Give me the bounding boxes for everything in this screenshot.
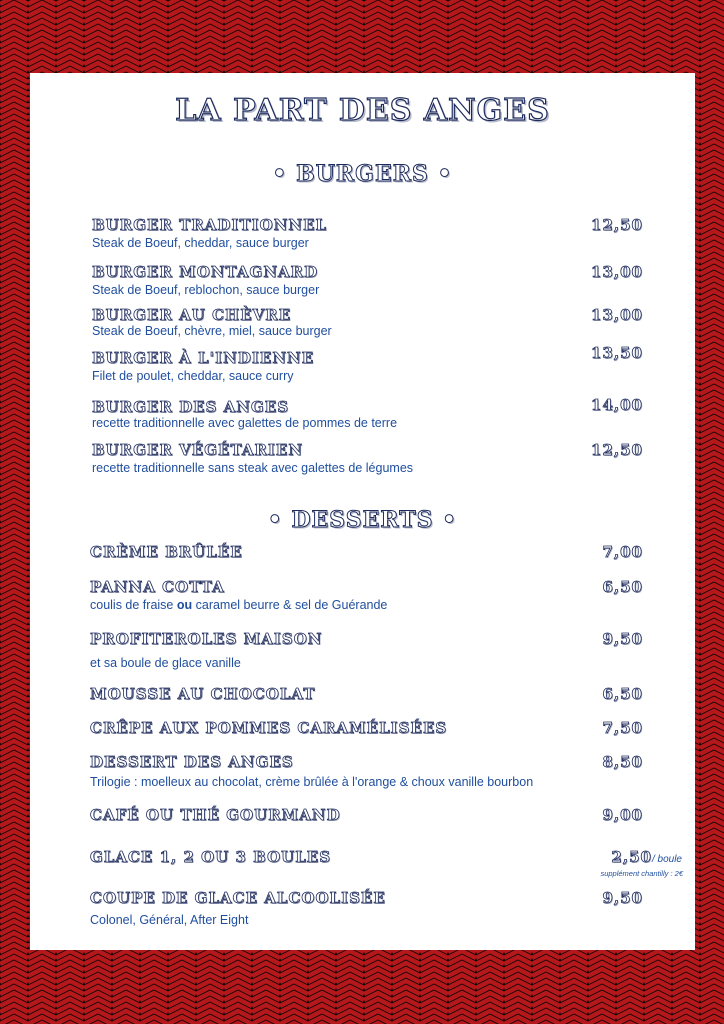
item-name: BURGER AU CHÈVRE	[92, 306, 292, 324]
item-price: 7,50	[602, 719, 643, 737]
item-description: et sa boule de glace vanille	[90, 656, 241, 670]
menu-item-coupe-glace-alcoolisee	[30, 889, 695, 929]
item-price: 7,00	[602, 543, 643, 561]
item-name: MOUSSE AU CHOCOLAT	[90, 685, 316, 703]
item-price: 2,50/ boule	[611, 848, 682, 866]
menu-item-burger-traditionnel	[30, 216, 695, 256]
item-description: Colonel, Général, After Eight	[90, 913, 249, 927]
item-description: Steak de Boeuf, chèvre, miel, sauce burger	[92, 324, 332, 338]
menu-item-burger-des-anges	[30, 396, 695, 436]
menu-item-dessert-des-anges	[30, 753, 695, 793]
item-name: PANNA COTTA	[90, 578, 225, 596]
item-name: CRÈME BRÛLÉE	[90, 543, 243, 561]
item-description: coulis de fraise ou caramel beurre & sel de Guérande	[90, 598, 388, 612]
item-name: GLACE 1, 2 OU 3 BOULES	[90, 848, 332, 866]
item-name: BURGER À L'INDIENNE	[92, 349, 315, 367]
item-description: Steak de Boeuf, cheddar, sauce burger	[92, 236, 309, 250]
item-name: PROFITEROLES MAISON	[90, 630, 323, 648]
item-description: Steak de Boeuf, reblochon, sauce burger	[92, 283, 320, 297]
item-price: 14,00	[591, 396, 643, 414]
menu-card	[30, 73, 695, 950]
item-price: 9,50	[602, 889, 643, 907]
item-name: COUPE DE GLACE ALCOOLISÉE	[90, 889, 386, 907]
item-price: 13,00	[591, 263, 643, 281]
item-price: 12,50	[591, 441, 643, 459]
section-heading-desserts: • DESSERTS •	[267, 507, 458, 533]
item-price: 8,50	[602, 753, 643, 771]
menu-item-profiteroles	[30, 630, 695, 670]
item-supplement-note: supplément chantilly : 2€	[600, 869, 683, 878]
item-name: DESSERT DES ANGES	[90, 753, 294, 771]
item-name: BURGER TRADITIONNEL	[92, 216, 328, 234]
item-price: 12,50	[591, 216, 643, 234]
item-name: BURGER DES ANGES	[92, 398, 290, 416]
item-price: 6,50	[602, 578, 643, 596]
menu-item-burger-montagnard	[30, 263, 695, 303]
item-description: recette traditionnelle sans steak avec galettes de légumes	[92, 461, 414, 475]
item-price-unit: / boule	[651, 854, 682, 865]
menu-item-burger-indienne	[30, 344, 695, 388]
item-description: Filet de poulet, cheddar, sauce curry	[92, 369, 294, 383]
menu-item-burger-au-chevre	[30, 306, 695, 346]
item-price: 9,50	[602, 630, 643, 648]
section-heading-burgers: • BURGERS •	[272, 161, 453, 187]
menu-item-glace-boules	[30, 848, 695, 888]
item-name: BURGER VÉGÉTARIEN	[92, 441, 304, 459]
menu-title: LA PART DES ANGES	[175, 93, 550, 128]
item-description: Trilogie : moelleux au chocolat, crème brûlée à l'orange & choux vanille bourbon	[90, 775, 534, 789]
item-price: 13,50	[591, 344, 643, 362]
item-price: 13,00	[591, 306, 643, 324]
menu-item-burger-vegetarien	[30, 441, 695, 481]
item-name: BURGER MONTAGNARD	[92, 263, 319, 281]
menu-item-cafe-the-gourmand	[30, 806, 695, 846]
item-price: 6,50	[602, 685, 643, 703]
item-name: CAFÉ OU THÉ GOURMAND	[90, 806, 341, 824]
menu-item-creme-brulee	[30, 543, 695, 583]
item-price: 9,00	[602, 806, 643, 824]
menu-item-panna-cotta	[30, 578, 695, 618]
item-description: recette traditionnelle avec galettes de pommes de terre	[92, 416, 398, 430]
item-name: CRÊPE AUX POMMES CARAMÉLISÉES	[90, 719, 448, 737]
